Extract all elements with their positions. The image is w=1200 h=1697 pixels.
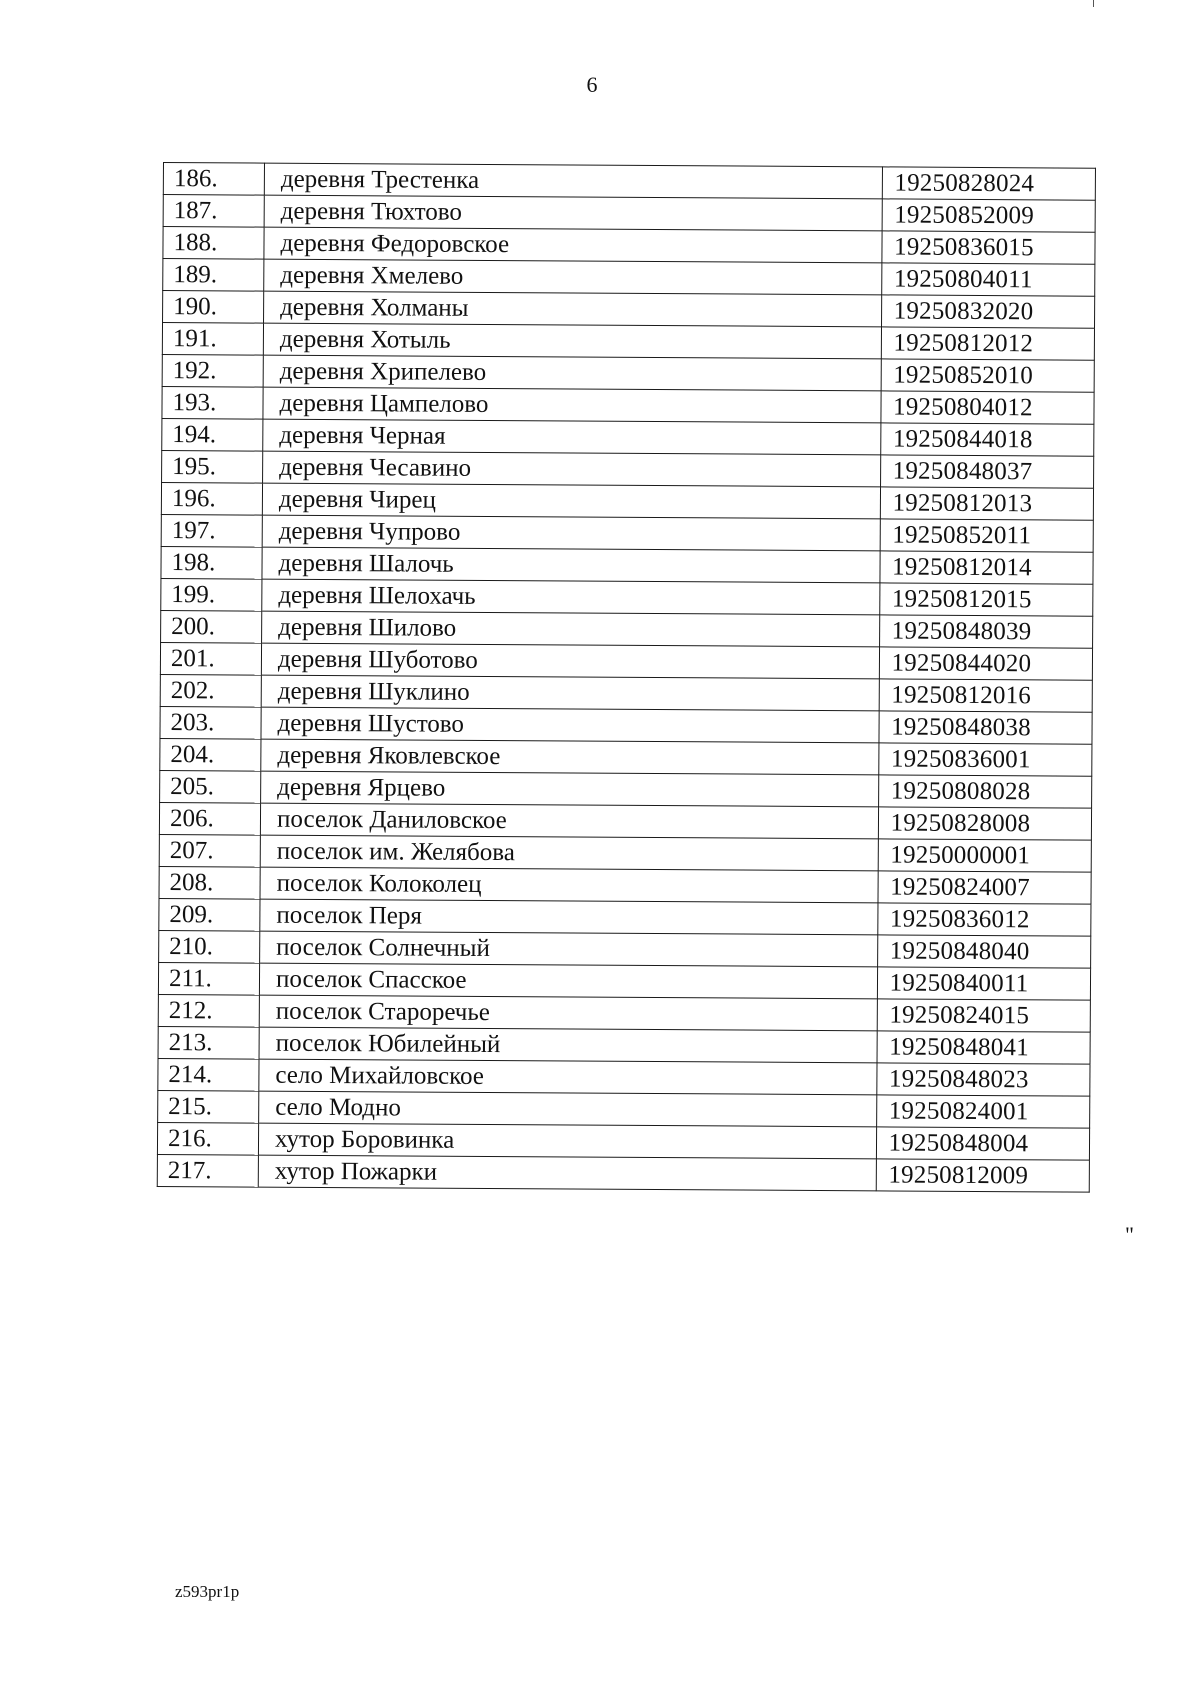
oktmo-code: 19250852011 <box>880 519 1094 552</box>
settlement-name: деревня Трестенка <box>264 163 882 199</box>
oktmo-code: 19250848039 <box>879 615 1093 648</box>
table-row <box>158 1026 1090 1064</box>
row-number: 215. <box>158 1090 259 1123</box>
closing-quote: " <box>1125 1222 1134 1247</box>
settlement-name: деревня Федоровское <box>264 227 882 263</box>
table-row <box>160 738 1092 776</box>
oktmo-code: 19250824015 <box>877 999 1091 1032</box>
row-number: 206. <box>159 802 260 835</box>
oktmo-code: 19250848037 <box>880 455 1094 488</box>
settlement-name: поселок Перя <box>260 899 878 935</box>
row-number: 202. <box>160 674 261 707</box>
settlement-name: деревня Шилово <box>262 611 880 647</box>
settlement-name: поселок им. Желябова <box>260 835 878 871</box>
row-number: 209. <box>159 898 260 931</box>
row-number: 188. <box>163 227 264 260</box>
oktmo-code: 19250848023 <box>876 1063 1090 1096</box>
table-row <box>160 770 1092 808</box>
row-number: 207. <box>159 834 260 867</box>
row-number: 196. <box>161 482 262 515</box>
settlement-name: поселок Староречье <box>259 995 877 1031</box>
oktmo-code: 19250812015 <box>879 583 1093 616</box>
row-number: 198. <box>161 546 262 579</box>
settlement-name: деревня Шустово <box>261 707 879 743</box>
row-number: 205. <box>160 770 261 803</box>
oktmo-code: 19250812016 <box>879 679 1093 712</box>
oktmo-code: 19250812014 <box>880 551 1094 584</box>
oktmo-code: 19250804012 <box>880 391 1094 424</box>
oktmo-code: 19250832020 <box>881 295 1095 328</box>
table-row <box>158 994 1090 1032</box>
row-number: 216. <box>157 1122 258 1155</box>
oktmo-code: 19250804011 <box>881 263 1095 296</box>
row-number: 200. <box>161 610 262 643</box>
table-row <box>161 546 1093 584</box>
settlement-name: деревня Цампелово <box>263 387 881 423</box>
oktmo-code: 19250828024 <box>882 167 1096 200</box>
settlement-name: деревня Шелохачь <box>262 579 880 615</box>
row-number: 201. <box>160 642 261 675</box>
row-number: 192. <box>162 354 263 387</box>
table-row <box>162 418 1094 456</box>
settlement-name: хутор Пожарки <box>258 1155 876 1191</box>
table-row <box>158 1058 1090 1096</box>
oktmo-code: 19250848004 <box>876 1127 1090 1160</box>
oktmo-code: 19250848041 <box>877 1031 1091 1064</box>
table-row <box>160 642 1092 680</box>
row-number: 204. <box>160 738 261 771</box>
oktmo-code: 19250812012 <box>881 327 1095 360</box>
table-row <box>163 291 1095 329</box>
table-row <box>161 482 1093 520</box>
settlement-name: поселок Юбилейный <box>259 1027 877 1063</box>
table-row <box>162 354 1094 392</box>
table-row <box>158 1090 1090 1128</box>
settlement-name: деревня Хмелево <box>264 259 882 295</box>
row-number: 190. <box>163 291 264 324</box>
document-code: z593pr1p <box>175 1582 240 1601</box>
table-row <box>162 386 1094 424</box>
settlement-name: деревня Тюхтово <box>264 195 882 231</box>
row-number: 197. <box>161 514 262 547</box>
oktmo-code: 19250836012 <box>877 903 1091 936</box>
row-number: 214. <box>158 1058 259 1091</box>
oktmo-code: 19250852010 <box>881 359 1095 392</box>
row-number: 186. <box>163 163 264 196</box>
oktmo-code: 19250000001 <box>878 839 1092 872</box>
table-row <box>159 898 1091 936</box>
row-number: 203. <box>160 706 261 739</box>
row-number: 211. <box>158 962 259 995</box>
oktmo-code: 19250836001 <box>878 743 1092 776</box>
table-row <box>159 834 1091 872</box>
table-row <box>161 610 1093 648</box>
row-number: 208. <box>159 866 260 899</box>
oktmo-code: 19250844020 <box>879 647 1093 680</box>
table-row <box>159 802 1091 840</box>
settlement-name: деревня Холманы <box>264 291 882 327</box>
settlement-name: деревня Чесавино <box>263 451 881 487</box>
oktmo-code: 19250812009 <box>876 1159 1090 1192</box>
page-number: 6 <box>586 72 598 97</box>
row-number: 212. <box>158 994 259 1027</box>
settlements-table <box>157 162 1096 1193</box>
settlement-name: деревня Шуклино <box>261 675 879 711</box>
row-number: 194. <box>162 418 263 451</box>
settlement-name: деревня Ярцево <box>261 771 879 807</box>
row-number: 195. <box>162 450 263 483</box>
oktmo-code: 19250824001 <box>876 1095 1090 1128</box>
row-number: 187. <box>163 195 264 228</box>
settlement-name: поселок Колоколец <box>260 867 878 903</box>
oktmo-code: 19250848038 <box>879 711 1093 744</box>
table-row <box>159 866 1091 904</box>
table-row <box>162 450 1094 488</box>
settlement-name: деревня Шалочь <box>262 547 880 583</box>
table-row <box>163 163 1095 201</box>
row-number: 193. <box>162 386 263 419</box>
row-number: 210. <box>159 930 260 963</box>
settlement-name: поселок Спасское <box>259 963 877 999</box>
settlement-name: деревня Чупрово <box>262 515 880 551</box>
table-row <box>157 1122 1089 1160</box>
table-row <box>159 930 1091 968</box>
settlement-name: хутор Боровинка <box>258 1123 876 1159</box>
oktmo-code: 19250848040 <box>877 935 1091 968</box>
oktmo-code: 19250844018 <box>880 423 1094 456</box>
settlement-name: поселок Даниловское <box>260 803 878 839</box>
row-number: 199. <box>161 578 262 611</box>
table-body <box>157 163 1095 1193</box>
table-row <box>161 514 1093 552</box>
table-row <box>160 674 1092 712</box>
settlement-name: село Модно <box>259 1091 877 1127</box>
oktmo-code: 19250824007 <box>878 871 1092 904</box>
table-row <box>157 1154 1089 1192</box>
table-row <box>162 323 1094 361</box>
row-number: 213. <box>158 1026 259 1059</box>
oktmo-code: 19250828008 <box>878 807 1092 840</box>
settlement-name: поселок Солнечный <box>260 931 878 967</box>
settlement-name: деревня Чирец <box>262 483 880 519</box>
settlement-name: деревня Хотыль <box>263 323 881 359</box>
row-number: 189. <box>163 259 264 292</box>
table-row <box>163 259 1095 297</box>
table-row <box>158 962 1090 1000</box>
settlement-name: деревня Яковлевское <box>261 739 879 775</box>
table-row <box>163 227 1095 265</box>
table-row <box>161 578 1093 616</box>
row-number: 191. <box>162 323 263 356</box>
oktmo-code: 19250808028 <box>878 775 1092 808</box>
oktmo-code: 19250812013 <box>880 487 1094 520</box>
scan-mark <box>1093 0 1094 7</box>
oktmo-code: 19250852009 <box>882 199 1096 232</box>
settlement-name: деревня Хрипелево <box>263 355 881 391</box>
table-row <box>163 195 1095 233</box>
row-number: 217. <box>157 1154 258 1187</box>
table-row <box>160 706 1092 744</box>
settlement-name: село Михайловское <box>259 1059 877 1095</box>
oktmo-code: 19250840011 <box>877 967 1091 1000</box>
settlement-name: деревня Шуботово <box>261 643 879 679</box>
settlement-name: деревня Черная <box>263 419 881 455</box>
oktmo-code: 19250836015 <box>881 231 1095 264</box>
